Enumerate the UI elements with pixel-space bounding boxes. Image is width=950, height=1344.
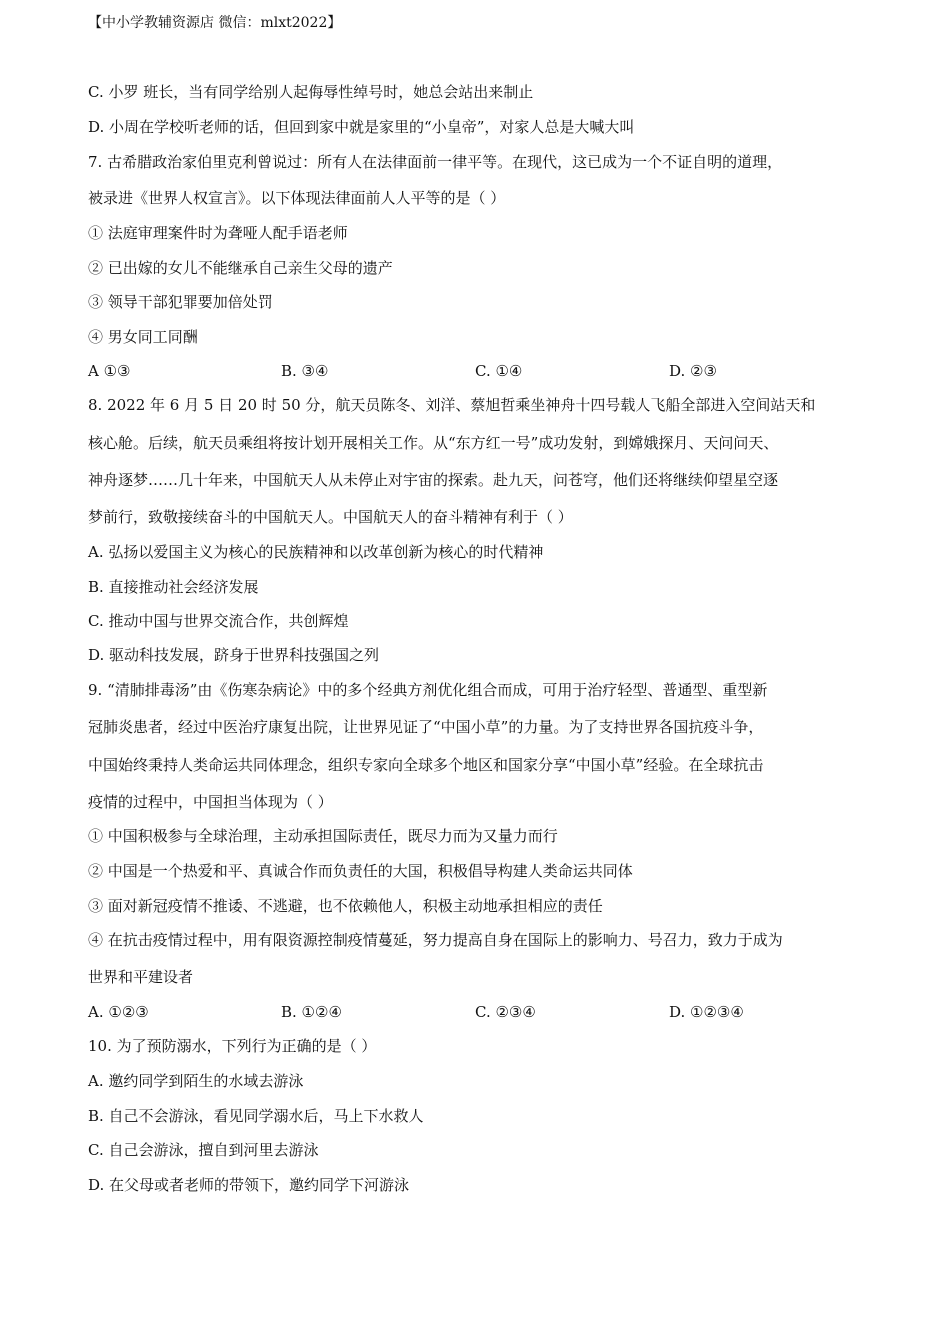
q9-stem-line-3: 中国始终秉持人类命运共同体理念，组织专家向全球多个地区和国家分享“中国小草”经验。在全球抗击 [88, 756, 764, 774]
watermark-header: 【中小学教辅资源店 微信：mlxt2022】 [88, 15, 342, 31]
q9-stem-line-1: 9. “清肺排毒汤”由《伤寒杂病论》中的多个经典方剂优化组合而成，可用于治疗轻型、普通型、重型新 [88, 681, 768, 699]
q8-stem-line-3: 神舟逐梦……几十年来，中国航天人从未停止对宇宙的探索。赴九天，问苍穹，他们还将继续仰望星空逐 [88, 471, 779, 489]
q9-statement-3: ③ 面对新冠疫情不推诿、不逃避，也不依赖他人，积极主动地承担相应的责任 [88, 897, 603, 915]
q7-option-a[interactable]: A ①③ [88, 362, 131, 380]
q9-option-a[interactable]: A. ①②③ [88, 1003, 149, 1021]
q7-option-b[interactable]: B. ③④ [281, 362, 329, 380]
q9-statement-2: ② 中国是一个热爱和平、真诚合作而负责任的大国，积极倡导构建人类命运共同体 [88, 862, 633, 880]
q7-statement-2: ② 已出嫁的女儿不能继承自己亲生父母的遗产 [88, 259, 393, 277]
q9-stem-line-2: 冠肺炎患者，经过中医治疗康复出院，让世界见证了“中国小草”的力量。为了支持世界各国抗疫斗争， [88, 718, 764, 736]
q7-statement-4: ④ 男女同工同酬 [88, 328, 198, 346]
q7-statement-1: ① 法庭审理案件时为聋哑人配手语老师 [88, 224, 348, 242]
q6-option-d: D. 小周在学校听老师的话，但回到家中就是家里的“小皇帝”，对家人总是大喊大叫 [88, 118, 635, 136]
q10-stem: 10. 为了预防溺水，下列行为正确的是（ ） [88, 1037, 377, 1055]
q7-option-c[interactable]: C. ①④ [475, 362, 523, 380]
q8-option-c[interactable]: C. 推动中国与世界交流合作，共创辉煌 [88, 612, 349, 630]
q9-statement-4: ④ 在抗击疫情过程中，用有限资源控制疫情蔓延，努力提高自身在国际上的影响力、号召力，致力于成为 [88, 931, 783, 949]
q9-option-b[interactable]: B. ①②④ [281, 1003, 342, 1021]
q9-statement-1: ① 中国积极参与全球治理，主动承担国际责任，既尽力而为又量力而行 [88, 827, 558, 845]
q9-option-d[interactable]: D. ①②③④ [669, 1003, 744, 1021]
q7-stem-line-1: 7. 古希腊政治家伯里克利曾说过：所有人在法律面前一律平等。在现代，这已成为一个不证自明的道理， [88, 153, 783, 171]
q8-option-b[interactable]: B. 直接推动社会经济发展 [88, 578, 259, 596]
q9-stem-line-4: 疫情的过程中，中国担当体现为（ ） [88, 793, 333, 811]
q7-stem-line-2: 被录进《世界人权宣言》。以下体现法律面前人人平等的是（ ） [88, 189, 506, 207]
q10-option-c[interactable]: C. 自己会游泳，擅自到河里去游泳 [88, 1141, 319, 1159]
q10-option-d[interactable]: D. 在父母或者老师的带领下，邀约同学下河游泳 [88, 1176, 410, 1194]
q7-statement-3: ③ 领导干部犯罪要加倍处罚 [88, 293, 273, 311]
q10-option-a[interactable]: A. 邀约同学到陌生的水域去游泳 [88, 1072, 304, 1090]
q8-option-a[interactable]: A. 弘扬以爱国主义为核心的民族精神和以改革创新为核心的时代精神 [88, 543, 544, 561]
q8-stem-line-2: 核心舱。后续，航天员乘组将按计划开展相关工作。从“东方红一号”成功发射，到嫦娥探月、天问问天、 [88, 434, 779, 452]
q8-option-d[interactable]: D. 驱动科技发展，跻身于世界科技强国之列 [88, 646, 380, 664]
q10-option-b[interactable]: B. 自己不会游泳，看见同学溺水后，马上下水救人 [88, 1107, 424, 1125]
q8-stem-line-1: 8. 2022 年 6 月 5 日 20 时 50 分，航天员陈冬、刘洋、蔡旭哲乘坐神舟十四号载人飞船全部进入空间站天和 [88, 396, 816, 414]
q9-option-c[interactable]: C. ②③④ [475, 1003, 536, 1021]
q6-option-c: C. 小罗 班长，当有同学给别人起侮辱性绰号时，她总会站出来制止 [88, 83, 534, 101]
q9-statement-4-cont: 世界和平建设者 [88, 968, 194, 986]
q7-option-d[interactable]: D. ②③ [669, 362, 717, 380]
q8-stem-line-4: 梦前行，致敬接续奋斗的中国航天人。中国航天人的奋斗精神有利于（ ） [88, 508, 573, 526]
